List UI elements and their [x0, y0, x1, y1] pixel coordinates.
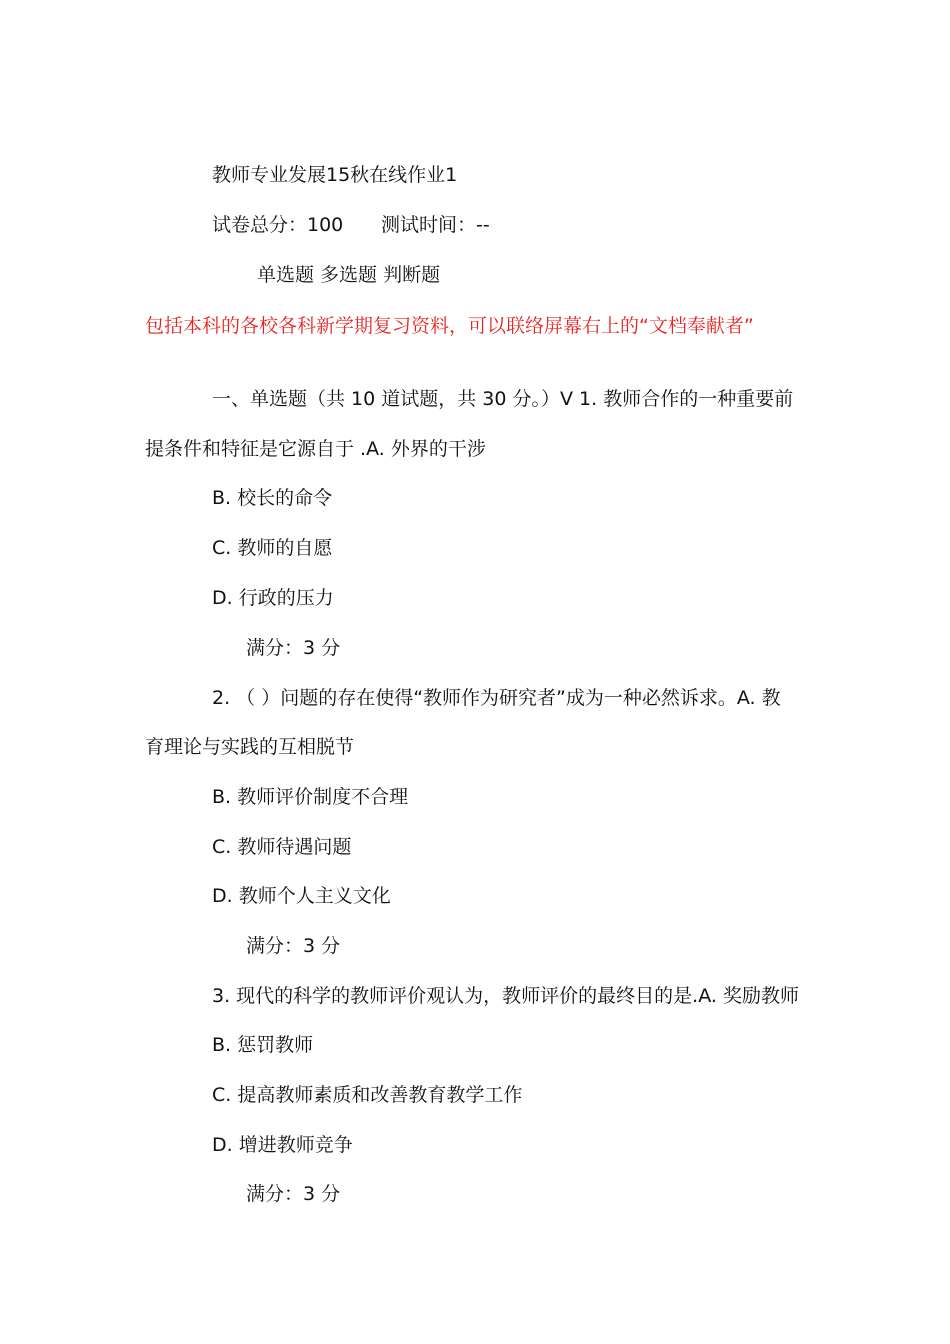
question-1-score: 满分：3 分	[246, 637, 341, 659]
question-1-stem-continued: 提条件和特征是它源自于 .A. 外界的干涉	[145, 438, 486, 460]
question-2-option-d: D. 教师个人主义文化	[212, 885, 391, 907]
question-2-stem: 2. （ ）问题的存在使得“教师作为研究者”成为一种必然诉求。A. 教	[212, 687, 781, 709]
question-1-option-b: B. 校长的命令	[212, 487, 333, 509]
question-3-option-b: B. 惩罚教师	[212, 1034, 314, 1056]
question-2-option-c: C. 教师待遇问题	[212, 836, 352, 858]
notice-text: 包括本科的各校各科新学期复习资料，可以联络屏幕右上的“文档奉献者”	[145, 315, 754, 337]
question-3-option-c: C. 提高教师素质和改善教育教学工作	[212, 1084, 523, 1106]
question-2-option-b: B. 教师评价制度不合理	[212, 786, 409, 808]
question-3-score: 满分：3 分	[246, 1183, 341, 1205]
document-title: 教师专业发展15秋在线作业1	[212, 164, 458, 186]
question-1-option-c: C. 教师的自愿	[212, 537, 333, 559]
question-2-stem-continued: 育理论与实践的互相脱节	[145, 736, 355, 758]
test-time: 测试时间：--	[381, 214, 490, 236]
section-title: 一、单选题（共 10 道试题，共 30 分。）V 1. 教师合作的一种重要前	[212, 388, 794, 410]
question-3-stem: 3. 现代的科学的教师评价观认为，教师评价的最终目的是.A. 奖励教师	[212, 985, 799, 1007]
section-nav: 单选题 多选题 判断题	[257, 264, 441, 286]
question-3-option-d: D. 增进教师竞争	[212, 1134, 353, 1156]
total-score: 试卷总分：100	[212, 214, 344, 236]
question-1-option-d: D. 行政的压力	[212, 587, 334, 609]
question-2-score: 满分：3 分	[246, 935, 341, 957]
